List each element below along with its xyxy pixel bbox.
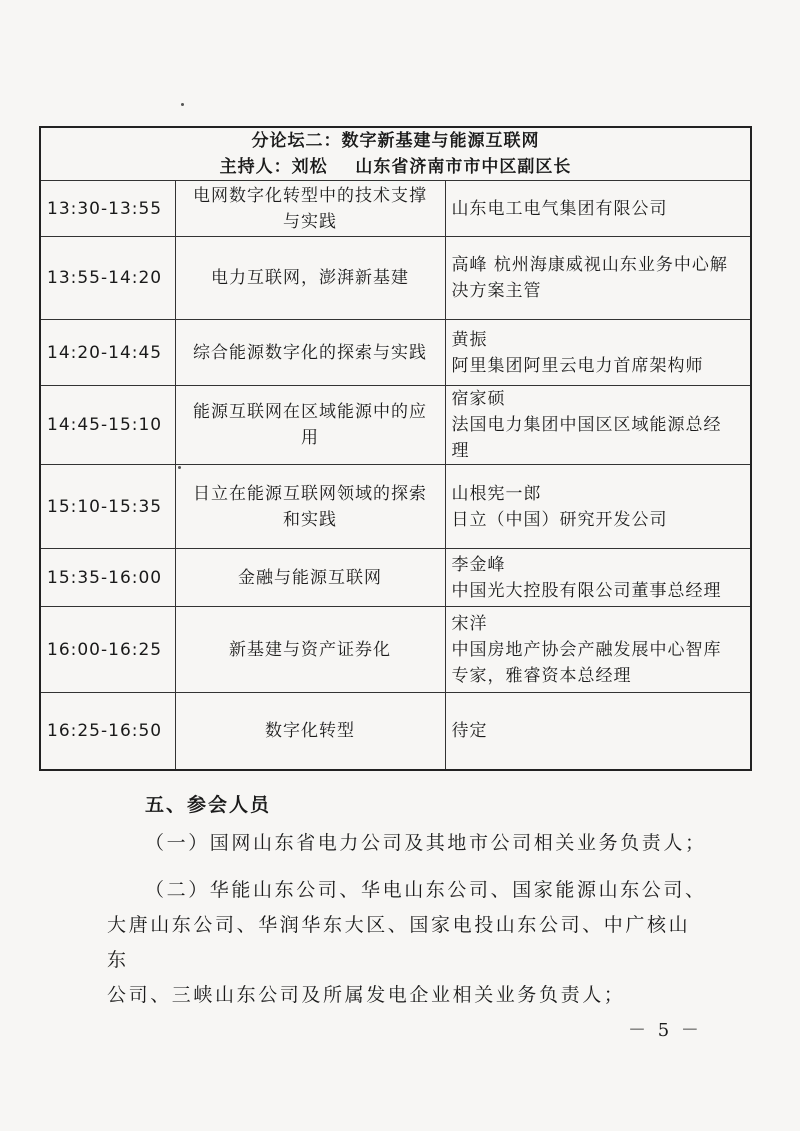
table-row	[40, 320, 751, 386]
topic-line: 和实践	[283, 509, 337, 530]
time-cell: 16:00-16:25	[40, 607, 175, 693]
topic-line: 新基建与资产证券化	[229, 639, 391, 660]
topic-cell	[175, 607, 445, 693]
topic-line: 金融与能源互联网	[238, 567, 382, 588]
table-row	[40, 607, 751, 693]
speaker-cell	[445, 237, 751, 320]
topic-line: 电网数字化转型中的技术支撑	[193, 185, 427, 206]
time-cell: 15:10-15:35	[40, 465, 175, 549]
topic-line: 与实践	[283, 211, 337, 232]
topic-line: 能源互联网在区域能源中的应	[193, 402, 427, 422]
forum-title: 分论坛二：数字新基建与能源互联网	[251, 131, 540, 151]
time-cell: 13:55-14:20	[40, 237, 175, 320]
speaker-cell	[445, 693, 751, 770]
attendee-item-2-line: 大唐山东公司、华润华东大区、国家电投山东公司、中广核山东	[107, 914, 691, 971]
speaker-line: 中国房地产协会产融发展中心智库	[451, 639, 722, 660]
forum-schedule-table	[39, 126, 752, 771]
time-cell: 16:25-16:50	[40, 693, 175, 770]
topic-cell	[175, 549, 445, 607]
speaker-cell	[445, 320, 751, 386]
speaker-cell	[445, 181, 751, 237]
speaker-line: 阿里集团阿里云电力首席架构师	[451, 355, 704, 376]
speaker-line: 宿家硕	[451, 389, 506, 409]
attendee-item-1: （一）国网山东省电力公司及其地市公司相关业务负责人；	[145, 832, 707, 854]
table-row	[40, 465, 751, 549]
speaker-line: 决方案主管	[451, 281, 542, 301]
table-row	[40, 549, 751, 607]
speaker-line: 待定	[451, 720, 488, 741]
speaker-line: 专家，雅睿资本总经理	[451, 665, 632, 686]
topic-cell	[175, 386, 445, 465]
topic-cell	[175, 465, 445, 549]
speaker-line: 日立（中国）研究开发公司	[451, 509, 668, 530]
topic-line: 日立在能源互联网领域的探索	[193, 483, 427, 504]
table-row	[40, 386, 751, 465]
topic-line: 电力互联网，澎湃新基建	[211, 268, 409, 288]
topic-cell	[175, 181, 445, 237]
topic-cell	[175, 693, 445, 770]
speaker-cell	[445, 465, 751, 549]
table-row	[40, 181, 751, 237]
forum-host: 主持人：刘松 山东省济南市市中区副区长	[219, 157, 572, 177]
forum-header-row	[40, 127, 751, 181]
topic-line: 用	[301, 428, 319, 448]
table-row	[40, 237, 751, 320]
topic-cell	[175, 237, 445, 320]
time-cell: 14:20-14:45	[40, 320, 175, 386]
time-cell: 13:30-13:55	[40, 181, 175, 237]
speaker-line: 宋洋	[451, 613, 488, 634]
speaker-line: 山东电工电气集团有限公司	[451, 198, 668, 219]
page-number: － 5 －	[628, 1020, 702, 1041]
speaker-cell	[445, 386, 751, 465]
attendee-item-2-line: （二）华能山东公司、华电山东公司、国家能源山东公司、	[145, 879, 707, 901]
topic-line: 综合能源数字化的探索与实践	[193, 342, 427, 363]
speaker-line: 理	[451, 441, 470, 461]
scan-speck	[181, 103, 184, 106]
time-cell: 14:45-15:10	[40, 386, 175, 465]
speaker-line: 高峰 杭州海康威视山东业务中心解	[451, 255, 728, 275]
speaker-cell	[445, 549, 751, 607]
topic-line: 数字化转型	[265, 720, 355, 741]
speaker-line: 法国电力集团中国区区域能源总经	[451, 415, 722, 435]
speaker-line: 黄振	[451, 329, 488, 350]
speaker-line: 中国光大控股有限公司董事总经理	[451, 580, 722, 601]
speaker-line: 李金峰	[451, 554, 506, 575]
speaker-line: 山根宪一郎	[451, 483, 542, 504]
time-cell: 15:35-16:00	[40, 549, 175, 607]
attendee-item-2	[107, 873, 707, 1013]
section-title: 五、参会人员	[145, 794, 272, 816]
forum-header-cell	[40, 127, 751, 181]
topic-cell	[175, 320, 445, 386]
speaker-cell	[445, 607, 751, 693]
attendee-item-2-line: 公司、三峡山东公司及所属发电企业相关业务负责人；	[107, 984, 626, 1006]
scan-speck	[178, 466, 181, 469]
table-row	[40, 693, 751, 770]
